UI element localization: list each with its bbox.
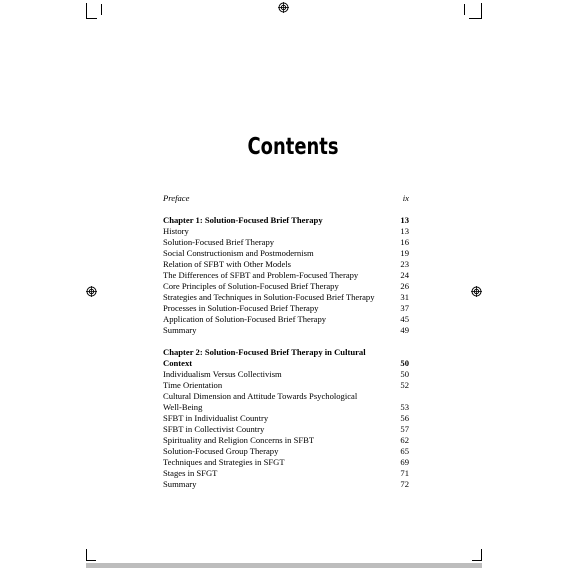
table-of-contents [163,193,409,490]
toc-entry-label: Stages in SFGT [163,468,218,478]
toc-page-number: 71 [400,468,409,478]
toc-entry[interactable] [163,226,409,237]
toc-preface[interactable] [163,193,409,204]
toc-entry[interactable] [163,314,409,325]
toc-page-number: 13 [400,215,409,225]
page-bottom-edge [86,563,482,568]
toc-chapter-1-heading[interactable] [163,215,409,226]
chapter-heading-continued: Context [163,358,193,368]
toc-page-number: 24 [400,270,409,280]
page-title: Contents [247,134,339,160]
toc-entry[interactable] [163,457,409,468]
toc-page-number: 37 [400,303,409,313]
toc-page-number: 53 [400,402,409,412]
chapter-heading: Chapter 2: Solution-Focused Brief Therapy in Cultural [163,347,366,357]
toc-entry-label: Summary [163,479,197,489]
toc-entry[interactable] [163,413,409,424]
toc-page-number: 16 [400,237,409,247]
toc-entry-label: Cultural Dimension and Attitude Towards Psychological [163,391,358,401]
toc-entry-label: Solution-Focused Group Therapy [163,446,279,456]
toc-entry-label: SFBT in Individualist Country [163,413,269,423]
toc-entry[interactable] [163,303,409,314]
toc-entry-label: Social Constructionism and Postmodernism [163,248,314,258]
toc-entry-label: The Differences of SFBT and Problem-Focused Therapy [163,270,359,280]
crop-mark-bottom-left [86,560,96,561]
toc-entry-label: Individualism Versus Collectivism [163,369,282,379]
toc-entry-label: History [163,226,189,236]
toc-page-number: 62 [400,435,409,445]
toc-entry[interactable] [163,435,409,446]
crop-mark-bottom-right-v [481,549,482,561]
toc-entry[interactable] [163,380,409,391]
toc-page-number: 23 [400,259,409,269]
toc-entry[interactable] [163,391,409,402]
toc-entry-label: Summary [163,325,197,335]
toc-entry[interactable] [163,281,409,292]
toc-entry[interactable] [163,270,409,281]
toc-entry-label: Solution-Focused Brief Therapy [163,237,275,247]
toc-entry[interactable] [163,479,409,490]
registration-mark-left-icon [86,286,97,297]
toc-page-number: 50 [400,358,409,368]
toc-page-number: 57 [400,424,409,434]
toc-entry[interactable] [163,468,409,479]
toc-page-number: 56 [400,413,409,423]
toc-page-number: 50 [400,369,409,379]
chapter-heading: Chapter 1: Solution-Focused Brief Therapy [163,215,323,225]
toc-page-number: 31 [400,292,409,302]
toc-entry[interactable] [163,325,409,336]
toc-entry-label: Spirituality and Religion Concerns in SFBT [163,435,315,445]
toc-page-number: 52 [400,380,409,390]
toc-entry[interactable] [163,446,409,457]
toc-page-number: 45 [400,314,409,324]
toc-entry[interactable] [163,402,409,413]
crop-mark-top-right-v2 [481,3,482,19]
registration-mark-right-icon [471,286,482,297]
toc-page-number: 72 [400,479,409,489]
toc-chapter-2-heading-line-1[interactable] [163,347,409,358]
toc-entry-label: Processes in Solution-Focused Brief Therapy [163,303,319,313]
toc-entry-label: Strategies and Techniques in Solution-Focused Brief Therapy [163,292,375,302]
toc-entry-label: Relation of SFBT with Other Models [163,259,292,269]
toc-entry-label: Well-Being [163,402,203,412]
toc-entry[interactable] [163,248,409,259]
toc-entry-label: Time Orientation [163,380,223,390]
crop-mark-top-left-v2 [86,3,87,19]
crop-mark-top-right-h [469,18,481,19]
registration-mark-top-icon [278,2,289,13]
toc-page-number: 49 [400,325,409,335]
toc-entry[interactable] [163,259,409,270]
toc-page-number: 19 [400,248,409,258]
toc-entry-label: Application of Solution-Focused Brief Therapy [163,314,327,324]
crop-mark-top-left-v [101,4,102,15]
toc-page-number: 13 [400,226,409,236]
crop-mark-top-left-h [86,18,97,19]
toc-page-number: 69 [400,457,409,467]
toc-entry[interactable] [163,292,409,303]
toc-entry-label: Techniques and Strategies in SFGT [163,457,285,467]
toc-page-number: ix [402,193,409,203]
toc-entry-label: SFBT in Collectivist Country [163,424,265,434]
toc-entry[interactable] [163,237,409,248]
toc-entry-label: Core Principles of Solution-Focused Brief Therapy [163,281,339,291]
crop-mark-bottom-left-v [86,549,87,561]
toc-entry[interactable] [163,369,409,380]
toc-page-number: 65 [400,446,409,456]
crop-mark-top-right-v [464,4,465,15]
toc-chapter-2-heading-line-2[interactable] [163,358,409,369]
toc-entry-label: Preface [163,193,190,203]
toc-entry[interactable] [163,424,409,435]
toc-page-number: 26 [400,281,409,291]
